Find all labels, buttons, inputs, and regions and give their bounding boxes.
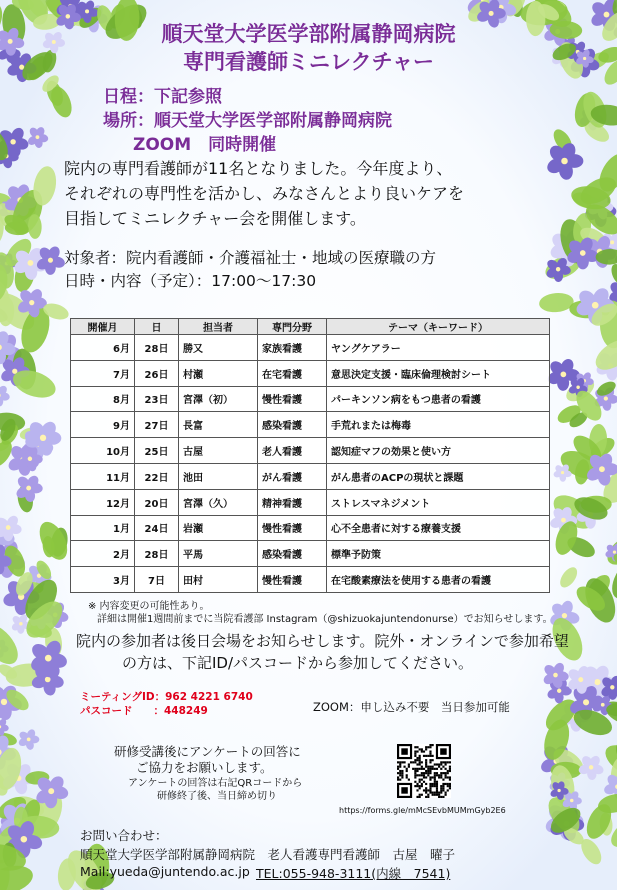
row-day: 20日 <box>135 489 179 515</box>
table-row <box>71 567 550 593</box>
row-field: 感染看護 <box>258 412 327 438</box>
row-month: 2月 <box>71 541 135 567</box>
survey-line-2: ご協力をお願いします。 <box>136 760 273 775</box>
passcode-value[interactable]: 448249 <box>164 705 208 717</box>
row-person: 宮澤（初） <box>179 386 258 412</box>
row-month: 6月 <box>71 335 135 361</box>
schedule-zoom: ZOOM 同時開催 <box>133 135 277 155</box>
table-header-row <box>71 319 550 335</box>
row-person: 平馬 <box>179 541 258 567</box>
survey-line-4: 研修終了後、当日締め切り <box>157 791 277 802</box>
survey-url[interactable]: https://forms.gle/mMcSEvbMUMmGyb2E6 <box>339 806 506 815</box>
row-person: 古屋 <box>179 438 258 464</box>
row-field: 慢性看護 <box>258 515 327 541</box>
meeting-id-value[interactable]: 962 4221 6740 <box>165 691 253 703</box>
meeting-id <box>80 689 253 704</box>
title-line-2: 専門看護師ミニレクチャー <box>183 50 434 74</box>
row-person: 岩瀬 <box>179 515 258 541</box>
header-theme: テーマ（キーワード） <box>327 319 550 335</box>
qr-code-icon[interactable] <box>397 744 451 798</box>
row-month: 11月 <box>71 463 135 489</box>
row-month: 9月 <box>71 412 135 438</box>
row-month: 8月 <box>71 386 135 412</box>
row-day: 7日 <box>135 567 179 593</box>
passcode <box>80 703 208 718</box>
row-day: 28日 <box>135 541 179 567</box>
row-field: 慢性看護 <box>258 567 327 593</box>
table-row <box>71 412 550 438</box>
row-person: 長富 <box>179 412 258 438</box>
target-time: 日時・内容（予定）：17:00〜17:30 <box>64 272 317 290</box>
row-field: 慢性看護 <box>258 386 327 412</box>
row-person: 勝又 <box>179 335 258 361</box>
row-field: 老人看護 <box>258 438 327 464</box>
meeting-id-label: ミーティングID： <box>80 691 166 703</box>
row-person: 池田 <box>179 463 258 489</box>
table-row <box>71 335 550 361</box>
table-row <box>71 438 550 464</box>
row-theme: パーキンソン病をもつ患者の看護 <box>327 386 550 412</box>
row-month: 1月 <box>71 515 135 541</box>
passcode-label: パスコード ： <box>80 705 164 717</box>
row-day: 26日 <box>135 360 179 386</box>
row-theme: ストレスマネジメント <box>327 489 550 515</box>
survey-line-1: 研修受講後にアンケートの回答に <box>114 744 301 759</box>
row-month: 10月 <box>71 438 135 464</box>
row-theme: 認知症マフの効果と使い方 <box>327 438 550 464</box>
row-month: 7月 <box>71 360 135 386</box>
row-theme: 在宅酸素療法を使用する患者の看護 <box>327 567 550 593</box>
row-theme: 標準予防策 <box>327 541 550 567</box>
contact-label: お問い合わせ： <box>80 828 168 843</box>
table-row <box>71 386 550 412</box>
table-row <box>71 489 550 515</box>
intro-line-1: 院内の専門看護師が11名となりました。今年度より、 <box>64 159 453 178</box>
row-month: 3月 <box>71 567 135 593</box>
note-instagram: 詳細は開催1週間前までに当院看護部 Instagram（@shizuokajuntendonurse）でお知らせします。 <box>97 614 553 625</box>
table-row <box>71 541 550 567</box>
table-row <box>71 463 550 489</box>
participation-line-1: 院内の参加者は後日会場をお知らせします。院外・オンラインで参加希望 <box>76 632 569 650</box>
row-field: 在宅看護 <box>258 360 327 386</box>
title-line-1: 順天堂大学医学部附属静岡病院 <box>161 22 456 46</box>
schedule-date: 日程：下記参照 <box>103 87 222 107</box>
participation-line-2: の方は、下記ID/パスコードから参加してください。 <box>122 654 474 672</box>
header-field: 専門分野 <box>258 319 327 335</box>
row-field: 家族看護 <box>258 335 327 361</box>
survey-line-3: アンケートの回答は右記QRコードから <box>128 778 303 789</box>
row-day: 25日 <box>135 438 179 464</box>
lecture-schedule-table <box>70 318 550 593</box>
row-theme: ヤングケアラー <box>327 335 550 361</box>
row-day: 27日 <box>135 412 179 438</box>
row-theme: がん患者のACPの現状と課題 <box>327 463 550 489</box>
row-person: 村瀬 <box>179 360 258 386</box>
row-theme: 心不全患者に対する療養支援 <box>327 515 550 541</box>
note-change: ※ 内容変更の可能性あり。 <box>88 601 210 612</box>
row-day: 22日 <box>135 463 179 489</box>
row-person: 田村 <box>179 567 258 593</box>
schedule-place: 場所：順天堂大学医学部附属静岡病院 <box>103 111 392 131</box>
row-person: 宮澤（久） <box>179 489 258 515</box>
header-month: 開催月 <box>71 319 135 335</box>
row-day: 28日 <box>135 335 179 361</box>
row-field: がん看護 <box>258 463 327 489</box>
contact-mail[interactable]: Mail:yueda@juntendo.ac.jp <box>80 864 250 879</box>
intro-line-3: 目指してミニレクチャー会を開催します。 <box>64 209 366 228</box>
row-theme: 意思決定支援・臨床倫理検討シート <box>327 360 550 386</box>
contact-org: 順天堂大学医学部附属静岡病院 老人看護専門看護師 古屋 曜子 <box>80 847 456 862</box>
intro-line-2: それぞれの専門性を活かし、みなさんとより良いケアを <box>64 184 465 203</box>
row-theme: 手荒れまたは梅毒 <box>327 412 550 438</box>
header-person: 担当者 <box>179 319 258 335</box>
zoom-note: ZOOM：申し込み不要 当日参加可能 <box>313 700 510 714</box>
row-month: 12月 <box>71 489 135 515</box>
row-day: 24日 <box>135 515 179 541</box>
table-row <box>71 360 550 386</box>
contact-tel[interactable]: TEL:055-948-3111(内線 7541) <box>256 866 451 881</box>
header-day: 日 <box>135 319 179 335</box>
target-audience: 対象者：院内看護師・介護福祉士・地域の医療職の方 <box>64 249 437 267</box>
row-day: 23日 <box>135 386 179 412</box>
table-row <box>71 515 550 541</box>
row-field: 精神看護 <box>258 489 327 515</box>
row-field: 感染看護 <box>258 541 327 567</box>
